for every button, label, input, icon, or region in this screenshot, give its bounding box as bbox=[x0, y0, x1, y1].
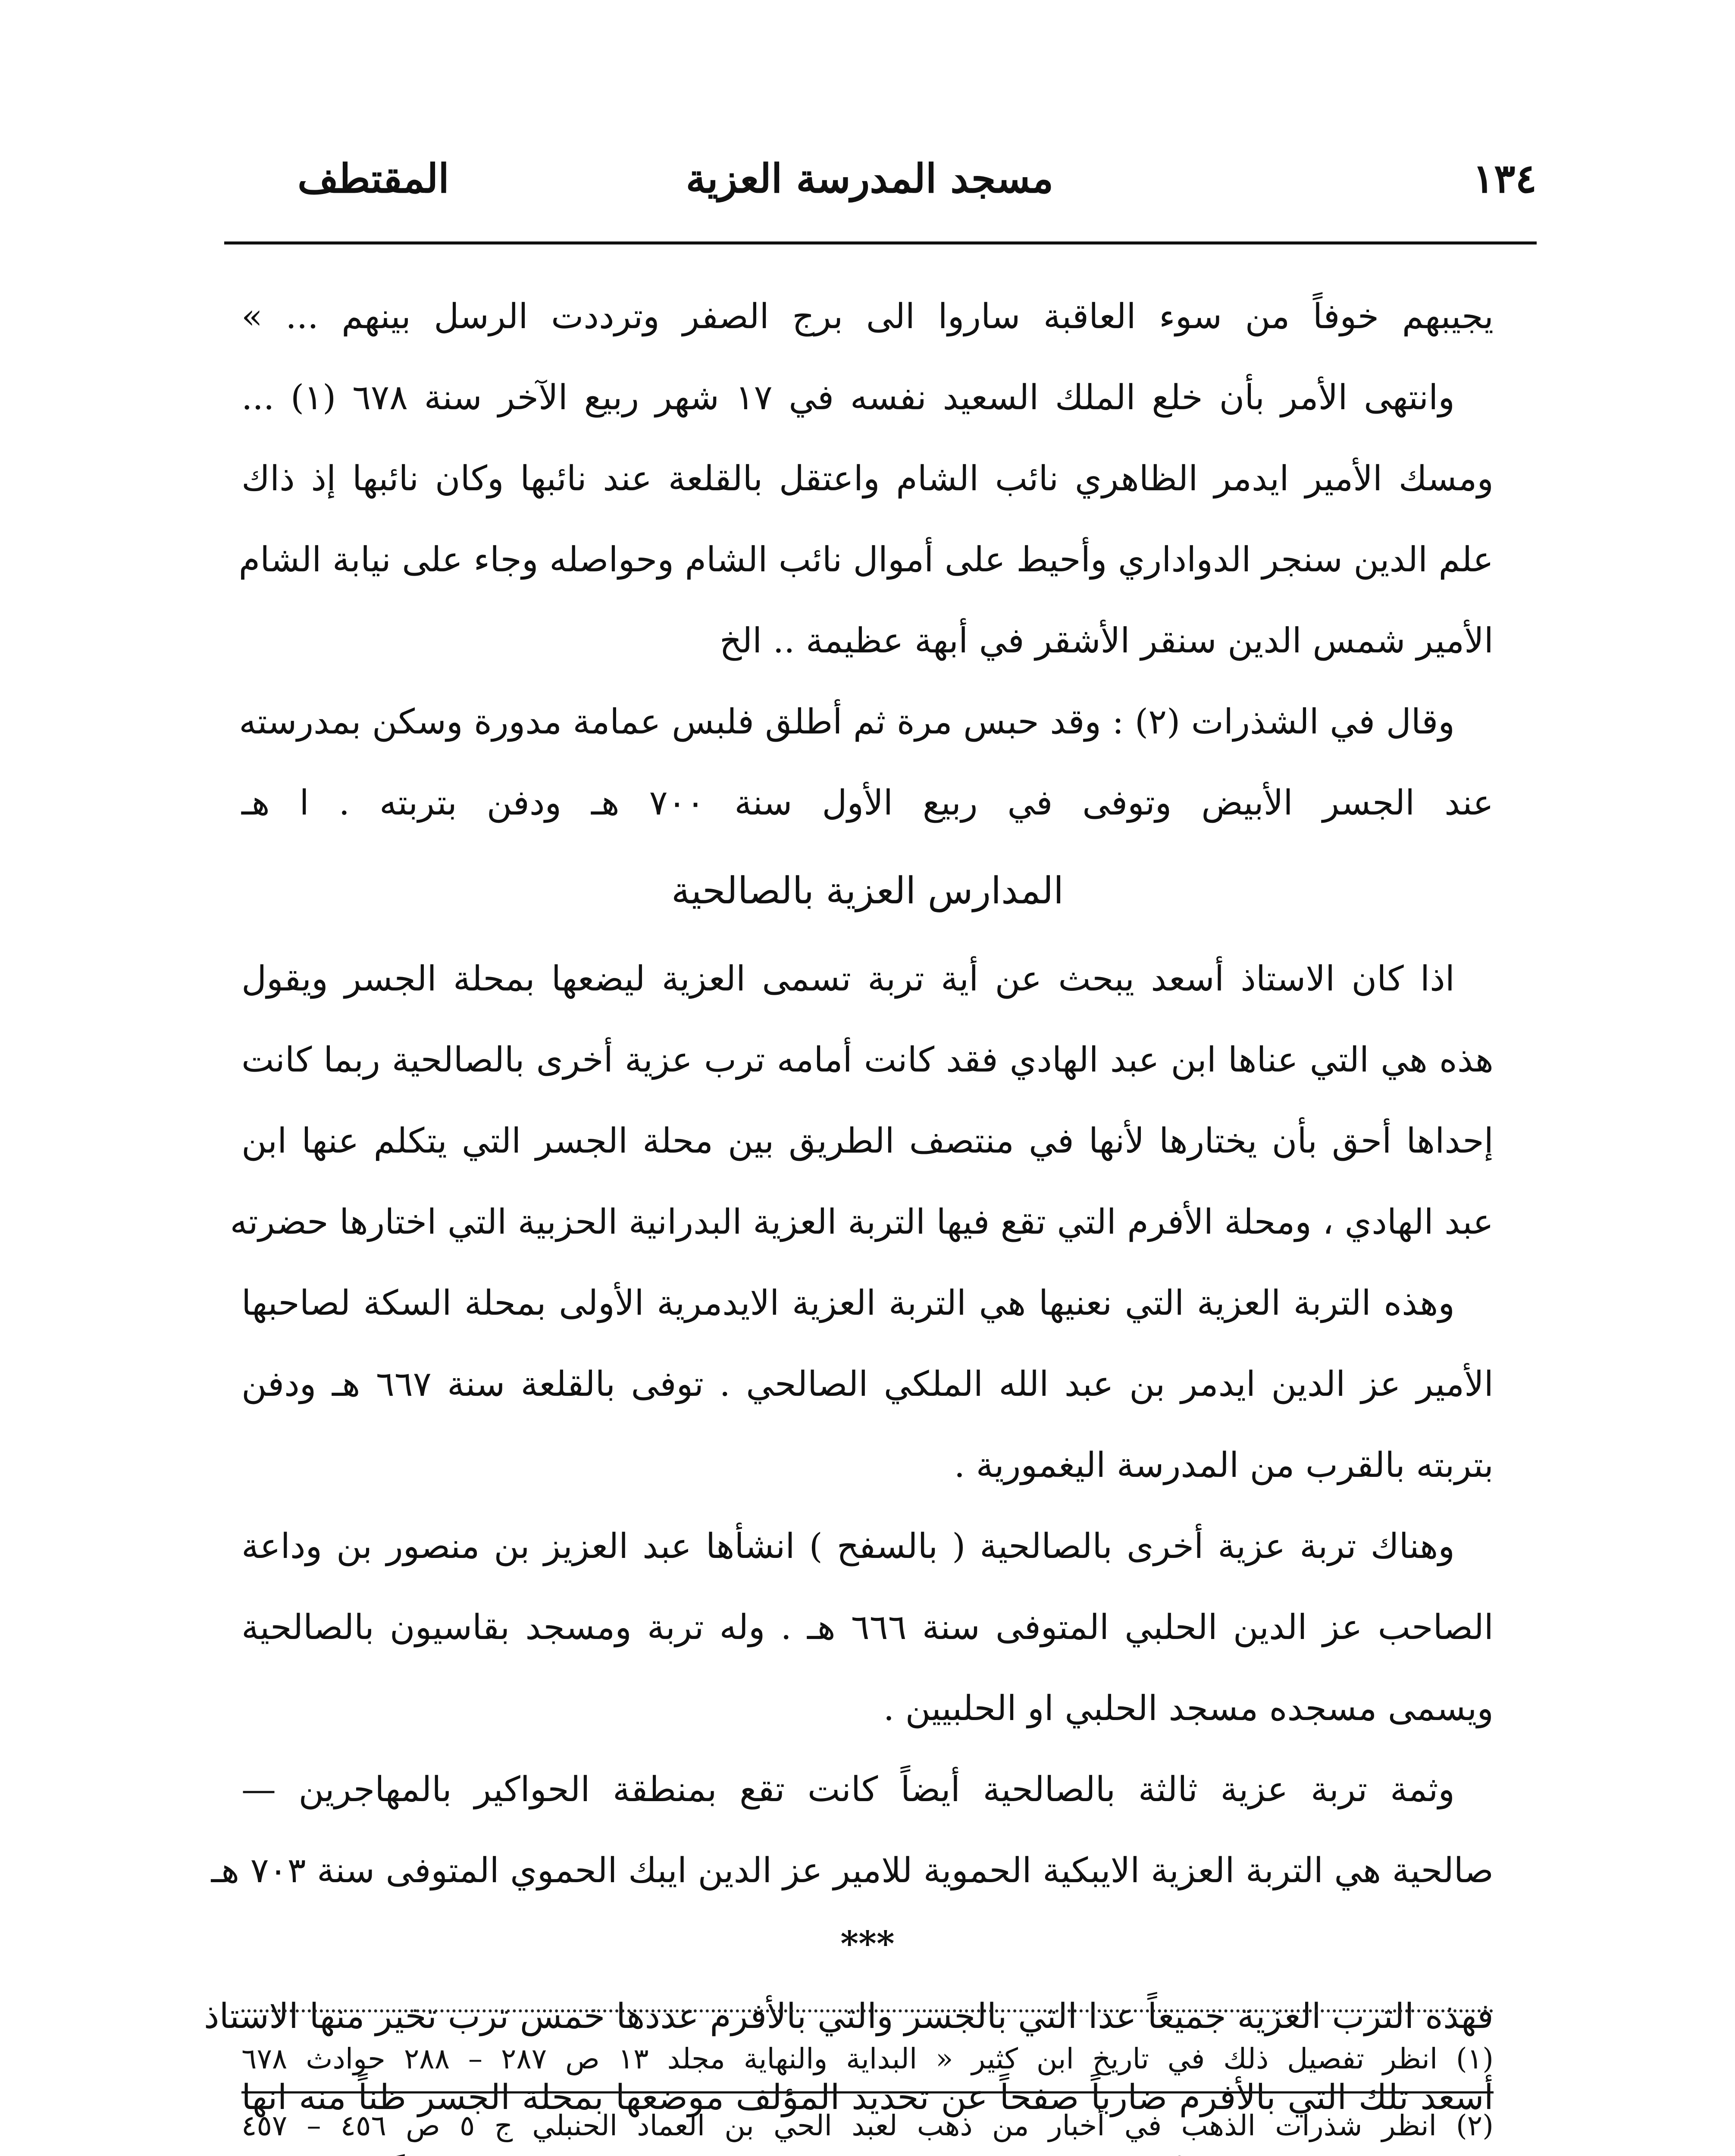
page-number: ١٣٤ bbox=[1472, 155, 1537, 202]
running-title: مسجد المدرسة العزية bbox=[686, 155, 1054, 202]
text-line: علم الدين سنجر الدواداري وأحيط على أموال نائب الشام وحواصله وجاء على نيابة الشام bbox=[238, 539, 1494, 580]
paragraph bbox=[241, 1263, 1494, 1506]
section-heading: المدارس العزية بالصالحية bbox=[671, 869, 1064, 912]
text-line: ومسك الأمير ايدمر الظاهري نائب الشام واعتقل بالقلعة عند نائبها وكان نائبها إذ ذاك bbox=[241, 458, 1494, 498]
text-line: يجيبهم خوفاً من سوء العاقبة ساروا الى برج الصفر وترددت الرسل بينهم ... » bbox=[241, 296, 1494, 336]
text-line: إحداها أحق بأن يختارها لأنها في منتصف الطريق بين محلة الجسر التي يتكلم عنها ابن bbox=[241, 1121, 1494, 1161]
paragraph bbox=[211, 1749, 1494, 1911]
book-title: المقتطف bbox=[298, 155, 449, 202]
text-line: صالحية هي التربة العزية الايبكية الحموية للامير عز الدين ايبك الحموي المتوفى سنة ٧٠٣ هـ bbox=[211, 1850, 1494, 1890]
text-line: الأمير عز الدين ايدمر بن عبد الله الملكي الصالحي . توفى بالقلعة سنة ٦٦٧ هـ ودفن bbox=[241, 1364, 1494, 1404]
text-line: الأمير شمس الدين سنقر الأشقر في أبهة عظيمة .. الخ bbox=[719, 620, 1494, 661]
text-line: بتربته بالقرب من المدرسة اليغمورية . bbox=[954, 1445, 1494, 1485]
footnotes bbox=[241, 2027, 1494, 2156]
section-separator: *** bbox=[840, 1923, 895, 1964]
text-line: وثمة تربة عزية ثالثة بالصالحية أيضاً كانت تقع بمنطقة الحواكير بالمهاجرين — bbox=[241, 1769, 1455, 1809]
text-line: ويسمى مسجده مسجد الحلبي او الحلبيين . bbox=[883, 1688, 1494, 1728]
text-line: فهذه الترب العزية جميعاً عدا التي بالجسر والتي بالأفرم عددها خمس ترب تخير منها الاستاذ bbox=[204, 1996, 1494, 2036]
text-line: وقال في الشذرات (٢) : وقد حبس مرة ثم أطلق فلبس عمامة مدورة وسكن بمدرسته bbox=[239, 702, 1455, 742]
paragraph bbox=[230, 938, 1494, 1263]
text-line: عبد الهادي ، ومحلة الأفرم التي تقع فيها التربة العزية البدرانية الحزبية التي اختارها حضرته bbox=[230, 1202, 1494, 1242]
text-line: وانتهى الأمر بأن خلع الملك السعيد نفسه في ١٧ شهر ربيع الآخر سنة ٦٧٨ (١) ... bbox=[241, 377, 1455, 417]
text-line: عند الجسر الأبيض وتوفى في ربيع الأول سنة ٧٠٠ هـ ودفن بتربته . ا هـ bbox=[241, 783, 1494, 823]
text-line: وهذه التربة العزية التي نعنيها هي التربة العزية الايدمرية الأولى بمحلة السكة لصاحبها bbox=[241, 1283, 1455, 1323]
text-line: هذه هي التي عناها ابن عبد الهادي فقد كانت أمامه ترب عزية أخرى بالصالحية ربما كانت bbox=[241, 1040, 1494, 1080]
page-body bbox=[204, 276, 1494, 2156]
header-rule bbox=[224, 241, 1537, 244]
text-line: وهناك تربة عزية أخرى بالصالحية ( بالسفح ) انشأها عبد العزيز بن منصور بن وداعة bbox=[241, 1526, 1455, 1566]
text-line: الصاحب عز الدين الحلبي المتوفى سنة ٦٦٦ هـ . وله تربة ومسجد بقاسيون بالصالحية bbox=[241, 1607, 1494, 1647]
paragraph bbox=[241, 1506, 1494, 1749]
footnote-separator bbox=[241, 2009, 1494, 2012]
page-header bbox=[203, 138, 1537, 224]
footnote: (١) انظر تفصيل ذلك في تاريخ ابن كثير « البداية والنهاية مجلد ١٣ ص ٢٨٧ – ٢٨٨ حوادث ٦٧٨ bbox=[241, 2027, 1494, 2093]
text-line: أسعد تلك التي بالأفرم ضارباً صفحاً عن تحديد المؤلف موضعها بمحلة الجسر ظناً منه انها bbox=[241, 2077, 1494, 2117]
text-line: اذا كان الاستاذ أسعد يبحث عن أية تربة تسمى العزية ليضعها بمحلة الجسر ويقول bbox=[241, 959, 1455, 999]
footnote: (٢) انظر شذرات الذهب في أخبار من ذهب لعبد الحي بن العماد الحنبلي ج ٥ ص ٤٥٦ – ٤٥٧ bbox=[241, 2109, 1494, 2142]
